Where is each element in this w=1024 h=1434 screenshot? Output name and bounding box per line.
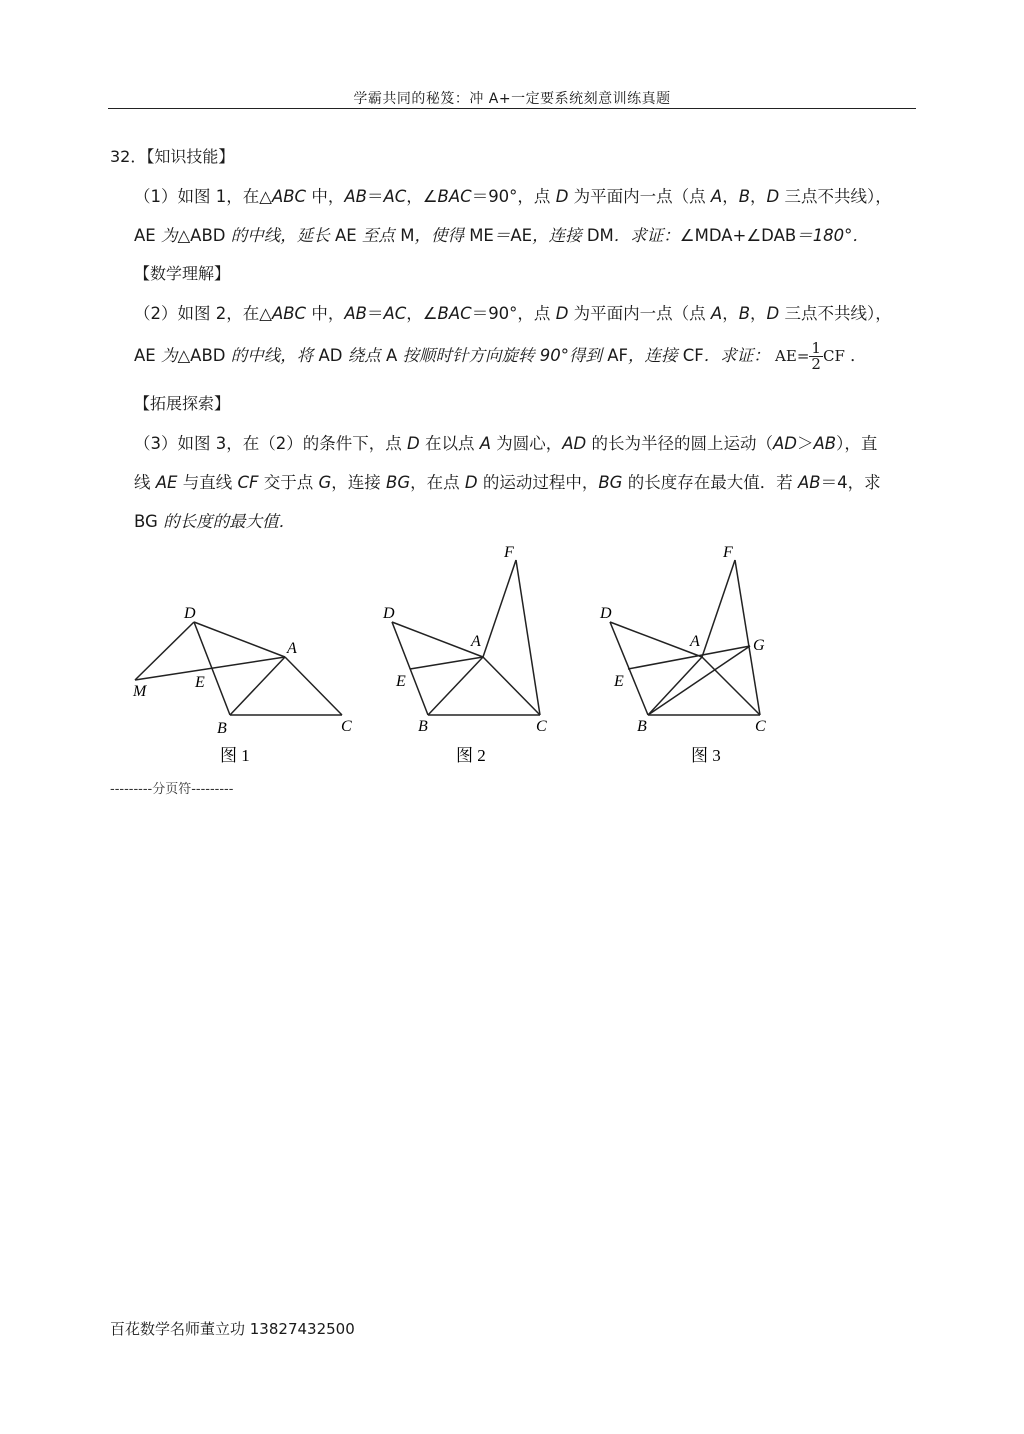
text-segment: AD	[318, 346, 343, 365]
fig1-label-d: D	[184, 605, 196, 622]
fig3-label-a: A	[690, 633, 700, 650]
fig2-label-b: B	[418, 718, 428, 735]
fig3-label-e: E	[614, 673, 624, 690]
math-variable: ，连接	[532, 226, 587, 245]
text-segment: A	[385, 346, 398, 365]
text-segment: AF	[607, 346, 629, 365]
text-segment: 的长为半径的圆上运动（	[586, 434, 773, 453]
fig3-label-b: B	[637, 718, 647, 735]
figure-3-lines	[610, 560, 760, 715]
math-variable: D	[406, 434, 420, 453]
figure-2-lines	[392, 560, 540, 715]
text-segment: AE	[334, 226, 357, 245]
math-variable: +∠	[732, 226, 762, 245]
math-variable: AB	[344, 187, 367, 206]
figure-2-labels	[382, 544, 547, 735]
math-variable: D	[766, 304, 780, 323]
math-variable: AB	[797, 473, 821, 492]
section-math-understanding: 【数学理解】	[134, 264, 231, 283]
math-variable: D	[766, 187, 780, 206]
math-variable: 的长度的最大值．	[157, 512, 296, 531]
page-footer: 百花数学名师董立功 13827432500	[110, 1320, 355, 1338]
proof-formula: AE= $\frac{1}{2}$ CF ．	[775, 339, 867, 373]
fraction-one-half: $\frac{1}{2}$	[811, 339, 821, 373]
text-segment: （1）如图 1，在△	[134, 187, 272, 206]
text-segment: MDA	[694, 226, 733, 245]
text-segment: 线	[134, 473, 156, 492]
text-segment: BG	[134, 512, 158, 531]
math-variable: AD	[773, 434, 797, 453]
fig3-label-g: G	[753, 637, 765, 654]
math-variable: ，连接	[628, 346, 683, 365]
fig2-label-a: A	[471, 633, 481, 650]
section-extension: 【拓展探索】	[134, 394, 231, 413]
text-segment: 三点不共线），	[779, 187, 892, 206]
math-variable: BAC	[437, 187, 472, 206]
math-variable: D	[555, 187, 569, 206]
math-variable: ＝180°．	[796, 226, 869, 245]
figure-1-lines	[135, 622, 342, 715]
math-variable: CF	[237, 473, 259, 492]
text-segment: 中，	[306, 187, 345, 206]
text-segment: 交于点	[258, 473, 319, 492]
figure-1-labels	[132, 605, 352, 737]
text-segment: ＝90°，点	[471, 187, 556, 206]
text-segment: 在以点	[419, 434, 480, 453]
math-variable: A	[479, 434, 491, 453]
math-variable: 的中线，延长	[225, 226, 335, 245]
text-segment: 为平面内一点（点	[568, 304, 711, 323]
fig2-label-d: D	[383, 605, 395, 622]
text-segment: ，在点	[410, 473, 465, 492]
math-variable: 为△	[155, 346, 191, 365]
math-variable: 至点	[356, 226, 401, 245]
math-variable: AE	[155, 473, 178, 492]
text-segment: ，	[750, 304, 767, 323]
text-segment: ＞	[797, 434, 814, 453]
math-variable: 按顺时针方向旋转 90°得到	[397, 346, 608, 365]
fig2-label-e: E	[396, 673, 406, 690]
page-header: 学霸共同的秘笈：冲 A+一定要系统刻意训练真题	[353, 91, 671, 107]
text-segment: AE	[134, 346, 156, 365]
math-variable: AC	[383, 187, 407, 206]
text-segment: ，	[722, 304, 739, 323]
math-variable: AD	[562, 434, 587, 453]
text-segment: ABD	[190, 346, 226, 365]
math-variable: G	[318, 473, 332, 492]
text-segment: ME	[469, 226, 494, 245]
math-variable: AB	[813, 434, 837, 453]
text-segment: ），直	[836, 434, 878, 453]
fig1-label-e: E	[195, 674, 205, 691]
text-segment: ABD	[190, 226, 226, 245]
math-variable: 绕点	[342, 346, 386, 365]
fig2-caption: 图 2	[456, 746, 486, 765]
text-segment: ＝4，求	[820, 473, 881, 492]
math-variable: BG	[598, 473, 623, 492]
math-variable: B	[738, 187, 751, 206]
text-segment: 为平面内一点（点	[568, 187, 711, 206]
fig2-label-f: F	[504, 544, 514, 561]
text-segment: ，	[750, 187, 767, 206]
math-variable: D	[555, 304, 569, 323]
text-segment: ，∠	[406, 304, 438, 323]
math-variable: ＝	[493, 226, 511, 245]
text-segment: 中，	[306, 304, 345, 323]
math-variable: AB	[344, 304, 367, 323]
math-variable: ．求证：∠	[613, 226, 695, 245]
fig3-label-c: C	[755, 718, 766, 735]
math-variable: 的中线，将	[225, 346, 319, 365]
math-variable: ，使得	[414, 226, 470, 245]
figure-3-labels	[599, 544, 766, 735]
math-variable: BG	[386, 473, 411, 492]
fig3-label-d: D	[600, 605, 612, 622]
math-variable: ABC	[271, 304, 307, 323]
math-variable: B	[738, 304, 751, 323]
text-segment: ，连接	[331, 473, 387, 492]
math-variable: A	[710, 187, 723, 206]
math-variable: BAC	[437, 304, 472, 323]
text-segment: DAB	[761, 226, 797, 245]
math-variable: ABC	[271, 187, 307, 206]
fig3-label-f: F	[723, 544, 733, 561]
fig3-caption: 图 3	[691, 746, 721, 765]
text-segment: 的运动过程中，	[477, 473, 599, 492]
math-variable: A	[710, 304, 723, 323]
fig1-caption: 图 1	[220, 746, 250, 765]
text-segment: ＝	[366, 187, 384, 206]
page-break-marker: ---------分页符---------	[110, 782, 234, 797]
text-segment: 三点不共线），	[779, 304, 892, 323]
text-segment: ，∠	[406, 187, 438, 206]
fig1-label-b: B	[217, 720, 227, 737]
fig1-label-m: M	[133, 683, 147, 700]
text-segment: CF	[682, 346, 704, 365]
text-segment: 与直线	[177, 473, 238, 492]
text-segment: 的长度存在最大值．若	[622, 473, 798, 492]
fig1-label-a: A	[287, 640, 297, 657]
fig1-label-c: C	[341, 718, 352, 735]
math-variable: D	[464, 473, 478, 492]
text-segment: 为圆心，	[491, 434, 563, 453]
math-variable: ．求证：	[703, 346, 770, 365]
text-segment: DM	[586, 226, 614, 245]
text-segment: ＝	[366, 304, 384, 323]
text-segment: M	[400, 226, 415, 245]
text-segment: ＝90°，点	[471, 304, 556, 323]
text-segment: AE	[134, 226, 156, 245]
math-variable: 为△	[155, 226, 191, 245]
text-segment: （3）如图 3，在（2）的条件下，点	[134, 434, 407, 453]
math-variable: AC	[383, 304, 407, 323]
text-segment: ，	[722, 187, 739, 206]
fig2-label-c: C	[536, 718, 547, 735]
text-segment: （2）如图 2，在△	[134, 304, 272, 323]
question-number: 32．【知识技能】	[110, 147, 235, 166]
text-segment: AE	[510, 226, 533, 245]
